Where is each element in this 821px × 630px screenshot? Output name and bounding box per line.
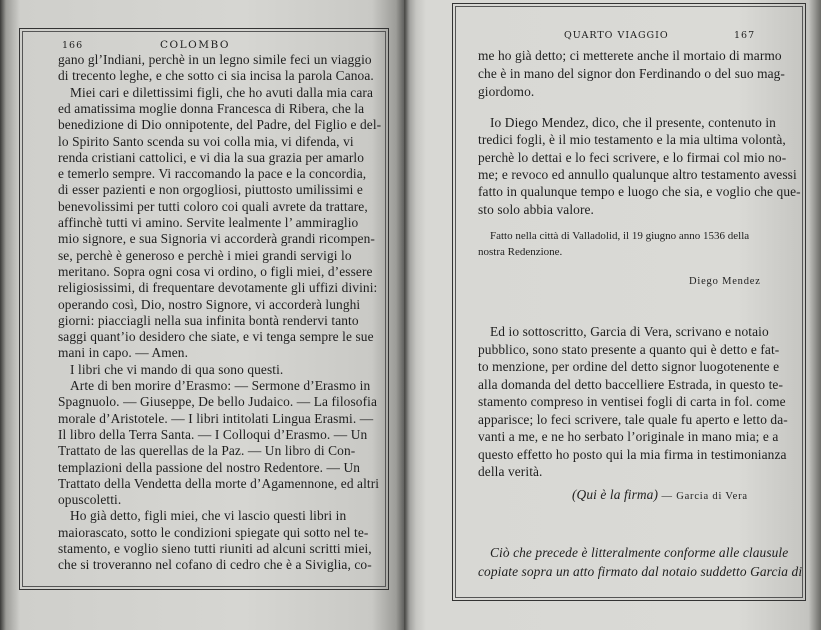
- left-text-line: e temerlo sempre. Vi raccomando la pace e la concordia,: [58, 166, 367, 182]
- dated-line: Fatto nella città di Valladolid, il 19 giugno anno 1536 della: [490, 230, 750, 242]
- right-page-number: 167: [734, 30, 756, 41]
- left-text-line: renda cristiani cattolici, e vi dia la sua grazia per amarlo: [58, 149, 365, 165]
- left-text-line: meritano. Sopra ogni cosa vi ordino, o figli miei, d’essere: [58, 263, 373, 279]
- right-text-line: me; e revoco ed annullo qualunque altro testamento avessi: [478, 166, 797, 182]
- right-text-line: giordomo.: [478, 84, 535, 99]
- right-text-line: della verità.: [478, 464, 543, 479]
- right-running-head: QUARTO VIAGGIO: [564, 30, 669, 41]
- left-text-line: benedizione di Dio onnipotente, del Padre, del Figlio e del-: [58, 117, 382, 133]
- left-text-line: Trattato della Vendetta della morte d’Agamennone, ed altri: [58, 475, 380, 491]
- right-text-line: me ho già detto; ci metterete anche il mortaio di marmo: [478, 48, 782, 63]
- left-text-line: che si troveranno nel cofano di cedro che è a Siviglia, co-: [58, 557, 372, 573]
- left-text-line: morale d’Aristotele. — I libri intitolati Lingua Erasmi. —: [58, 410, 374, 426]
- left-text-line: affinchè tutti vi amino. Servite lealmente l’ ammiraglio: [58, 215, 359, 230]
- left-text-line: di esser pazienti e non orgogliosi, piuttosto umilissimi e: [58, 182, 363, 198]
- left-text-line: ed amatissima moglie donna Francesca di Ribera, che la: [58, 100, 365, 116]
- left-text-line: Arte di ben morire d’Erasmo: — Sermone d’Erasmo in: [70, 378, 371, 393]
- left-text-line: operando così, Dio, nostro Signore, vi accorderà lunghi: [58, 296, 361, 312]
- right-text-line: perchè lo dettai e lo feci scrivere, e lo firmai col mio no-: [478, 149, 787, 165]
- left-text-line: lo Spirito Santo scenda su voi colla mia, vi difenda, vi: [58, 133, 354, 149]
- right-text-line: pubblico, sono stato presente a quanto qui è detto e fat-: [478, 341, 780, 357]
- right-text-line: questo effetto ho posto qui la mia firma in testimonianza: [478, 446, 787, 462]
- right-text-line: stamento compreso in ventisei fogli di carta in fol. come: [478, 394, 786, 409]
- right-text-line: Ed io sottoscritto, Garcia di Vera, scrivano e notaio: [490, 324, 769, 339]
- left-text-line: Trattato de las querellas de la Paz. — Un libro di Con-: [58, 443, 356, 459]
- left-text-line: giorni: piacciagli nella sua infinita bontà rendervi tanto: [58, 312, 359, 328]
- firma-italic: (Qui è la firma): [572, 487, 659, 502]
- right-text-line: tredici fogli, è il mio testamento e la mia ultima volontà,: [478, 132, 786, 148]
- left-text-line: saggi quant’io desidero che siate, e vi tenga sempre le sue: [58, 329, 374, 345]
- left-page: [0, 0, 404, 630]
- left-running-head: COLOMBO: [160, 39, 230, 51]
- left-text-line: opuscoletti.: [58, 492, 122, 508]
- dated-line: nostra Redenzione.: [478, 246, 563, 258]
- right-text-line: che è in mano del signor don Ferdinando o del suo mag-: [478, 66, 785, 81]
- left-text-line: mio signore, e sua Signoria vi accorderà grandi ricompen-: [58, 231, 375, 247]
- right-text-line: sto solo abbia valore.: [478, 201, 594, 217]
- left-text-line: gano gl’Indiani, perchè in un legno simile feci un viaggio: [58, 52, 372, 67]
- left-text-line: maiorascato, sotto le condizioni spiegate qui sotto nel te-: [58, 524, 369, 540]
- left-text-line: mani in capo. — Amen.: [58, 345, 189, 361]
- right-text-line: apparisce; lo feci scrivere, tale quale fu aperto e letto da-: [478, 411, 788, 427]
- right-text-line: fatto in qualunque tempo e luogo che sia, e voglio che que-: [478, 184, 801, 200]
- left-page-number: 166: [62, 40, 84, 51]
- left-text-line: Miei cari e dilettissimi figli, che ho avuti dalla mia cara: [70, 84, 373, 100]
- right-text-line: alla domanda del detto baccelliere Estrada, in questo te-: [478, 376, 784, 392]
- diego-mendez-signature: Diego Mendez: [689, 276, 761, 287]
- left-text-line: templazioni della passione del nostro Redentore. — Un: [58, 459, 361, 475]
- closing-line: Ciò che precede è litteralmente conforme alle clausule: [490, 545, 789, 560]
- closing-line: copiate sopra un atto firmato dal notaio suddetto Garcia di: [478, 564, 803, 579]
- left-text-line: Spagnuolo. — Giuseppe, De bello Judaico. — La filosofia: [58, 394, 378, 410]
- left-text-line: di trecento leghe, e che sotto ci sia incisa la parola Canoa.: [58, 68, 374, 84]
- left-text-line: se, perchè è generoso e perchè i miei grandi servigi lo: [58, 247, 352, 263]
- left-text-line: I libri che vi mando di qua sono questi.: [70, 361, 284, 377]
- left-text-line: benevolissimi per tutti coloro coi quali avrete da trattare,: [58, 198, 368, 214]
- right-text-line: vanti a me, e ne ho serbato l’originale in mano mia; e a: [478, 429, 779, 444]
- left-text-line: stamento, e voglio sieno tutti riuniti ad alcuni scritti miei,: [58, 541, 372, 556]
- right-text-line: Io Diego Mendez, dico, che il presente, contenuto in: [490, 115, 776, 130]
- left-text-line: religiosissimi, di frequentare devotamente gli uffizi divini:: [58, 280, 378, 296]
- right-text-line: to menzione, per ordine del detto signor luogotenente e: [478, 359, 780, 374]
- left-text-line: Il libro della Terra Santa. — I Colloqui d’Erasmo. — Un: [58, 426, 368, 442]
- firma-name: — Garcia di Vera: [661, 491, 748, 502]
- firma-line: [572, 485, 748, 507]
- left-text-line: Ho già detto, figli miei, che vi lascio questi libri in: [70, 508, 347, 524]
- right-page: [404, 0, 821, 630]
